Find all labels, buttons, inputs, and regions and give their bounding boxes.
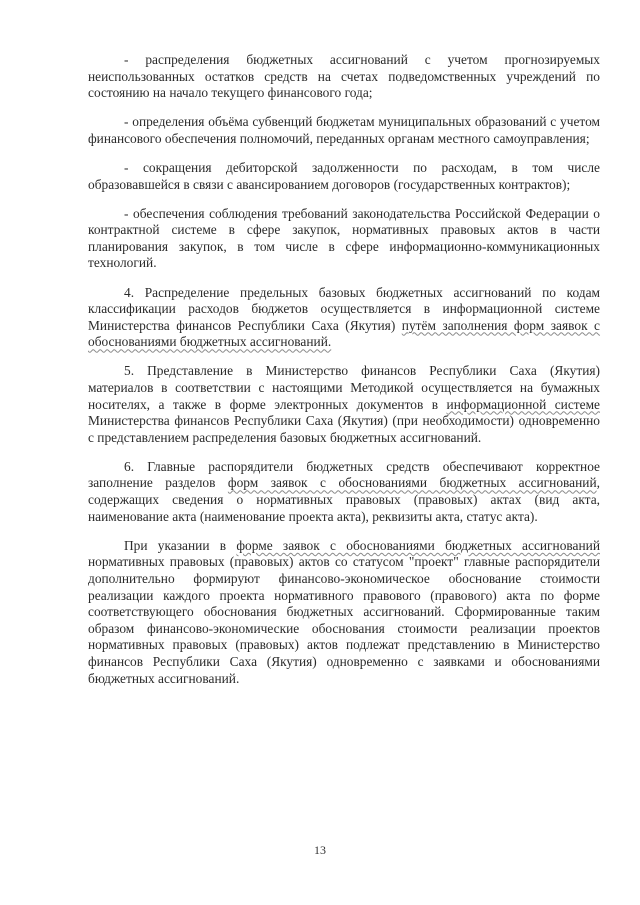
paragraph-text: , содержащих сведения о нормативных правовых (правовых) актах (вид акта, наименование акта (наименование проекта акта), реквизиты акта, статус акта). <box>88 475 600 524</box>
underlined-text: путём заполнения форм заявок с обоснованиями бюджетных ассигнований. <box>88 317 601 350</box>
underlined-text: форм заявок с обоснованиями бюджетных ассигнований <box>227 475 597 491</box>
paragraph-text: Министерства финансов Республики Саха (Якутия) (при необходимости) одновременно с представлением распределения базовых бюджетных ассигнований. <box>88 413 600 445</box>
paragraph-text: При указании в <box>124 537 237 553</box>
underlined-text: информационной системе <box>446 396 600 412</box>
paragraph-1 <box>88 52 600 102</box>
paragraph-5 <box>88 285 600 351</box>
paragraph-6 <box>88 363 600 446</box>
paragraph-text: 4. Распределение предельных базовых бюджетных ассигнований по кодам классификации расходов бюджетов осуществляется в информационной системе Министерства финансов Республики Саха (Якутия) <box>88 284 600 333</box>
paragraph-8 <box>88 538 600 687</box>
paragraph-text: - определения объёма субвенций бюджетам муниципальных образований с учетом финансового обеспечения полномочий, переданных органам местного самоуправления; <box>88 114 600 146</box>
paragraph-2 <box>88 114 600 147</box>
page-number: 13 <box>314 843 326 857</box>
paragraph-text: - сокращения дебиторской задолженности по расходам, в том числе образовавшейся в связи с авансированием договоров (государственных контрактов); <box>88 159 600 192</box>
underlined-text: форме заявок с обоснованиями бюджетных ассигнований <box>236 537 600 553</box>
paragraph-text: - распределения бюджетных ассигнований с учетом прогнозируемых неиспользованных остатков средств на счетах подведомственных учреждений по состоянию на начало текущего финансового года; <box>88 52 600 101</box>
paragraph-text: 5. Представление в Министерство финансов Республики Саха (Якутия) материалов в соответствии с настоящими Методикой осуществляется на бумажных носителях, а также в форме электронных документов в <box>88 363 600 412</box>
paragraph-4 <box>88 206 600 272</box>
document-body <box>88 52 600 700</box>
paragraph-7 <box>88 459 600 525</box>
paragraph-text: 6. Главные распорядители бюджетных средств обеспечивают корректное заполнение разделов <box>88 458 600 491</box>
paragraph-text: - обеспечения соблюдения требований законодательства Российской Федерации о контрактной системе в сфере закупок, нормативных правовых актов в части планирования закупок, в том числе в сфере информационно-коммуникационных технологий. <box>88 205 600 271</box>
paragraph-text: нормативных правовых (правовых) актов со статусом "проект" главные распорядители дополнительно формируют финансово-экономическое обоснование стоимости реализации каждого проекта нормативного правового (правового) акта по форме соответствующего обоснования бюджетных ассигнований. Сформированные таким образом финансово-экономические обоснования стоимости реализации проектов нормативных правовых (правовых) актов подлежат представлению в Министерство финансов Республики Саха (Якутия) одновременно с заявками и обоснованиями бюджетных ассигнований. <box>88 554 600 686</box>
paragraph-3 <box>88 160 600 193</box>
